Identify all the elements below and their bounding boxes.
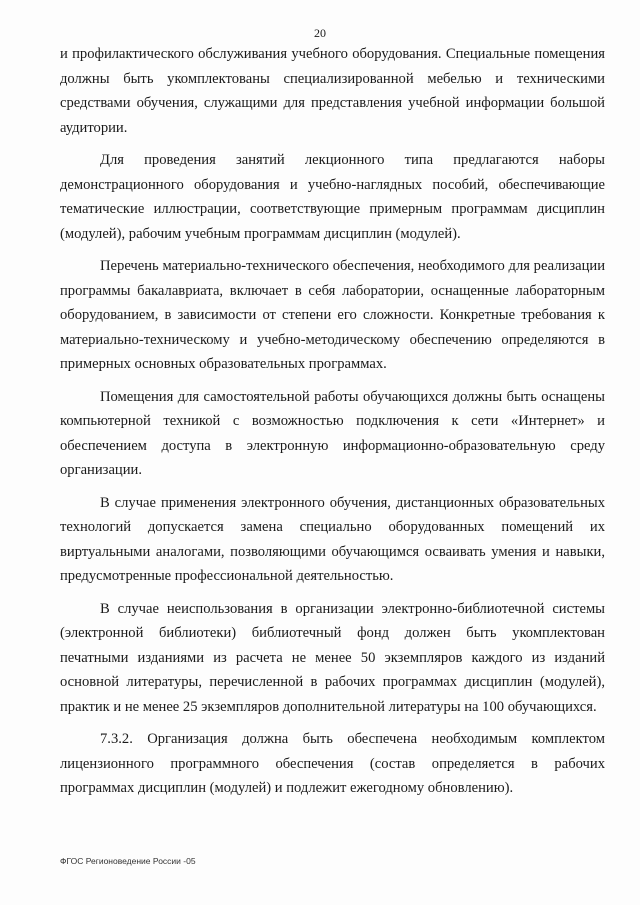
paragraph: 7.3.2. Организация должна быть обеспечена необходимым комплектом лицензионного программного обеспечения (состав определяется в рабочих программах дисциплин (модулей) и подлежит ежегодному обновлению). xyxy=(60,731,605,796)
footer-note: ФГОС Регионоведение России -05 xyxy=(60,856,196,866)
page-number: 20 xyxy=(314,26,326,40)
body-text xyxy=(60,42,605,801)
paragraph: В случае применения электронного обучения, дистанционных образовательных технологий допускается замена специально оборудованных помещений их виртуальными аналогами, позволяющими обучающимся осваивать умения и навыки, предусмотренные профессиональной деятельностью. xyxy=(60,494,605,584)
paragraph: Перечень материально-технического обеспечения, необходимого для реализации программы бакалавриата, включает в себя лаборатории, оснащенные лабораторным оборудованием, в зависимости от степени его сложности. Конкретные требования к материально-техническому и учебно-методическому обеспечению определяются в примерных основных образовательных программах. xyxy=(60,258,605,372)
paragraph: В случае неиспользования в организации электронно-библиотечной системы (электронной библиотеки) библиотечный фонд должен быть укомплектован печатными изданиями из расчета не менее 50 экземпляров каждого из изданий основной литературы, перечисленной в рабочих программах дисциплин (модулей), практик и не менее 25 экземпляров дополнительной литературы на 100 обучающихся. xyxy=(60,600,605,715)
paragraph: и профилактического обслуживания учебного оборудования. Специальные помещения должны быть укомплектованы специализированной мебелью и техническими средствами обучения, служащими для представления учебной информации большой аудитории. xyxy=(60,46,605,136)
paragraph: Для проведения занятий лекционного типа предлагаются наборы демонстрационного оборудования и учебно-наглядных пособий, обеспечивающие тематические иллюстрации, соответствующие примерным программам дисциплин (модулей), рабочим учебным программам дисциплин (модулей). xyxy=(60,152,605,242)
paragraph: Помещения для самостоятельной работы обучающихся должны быть оснащены компьютерной техникой с возможностью подключения к сети «Интернет» и обеспечением доступа в электронную информационно-образовательную среду организации. xyxy=(60,388,605,478)
